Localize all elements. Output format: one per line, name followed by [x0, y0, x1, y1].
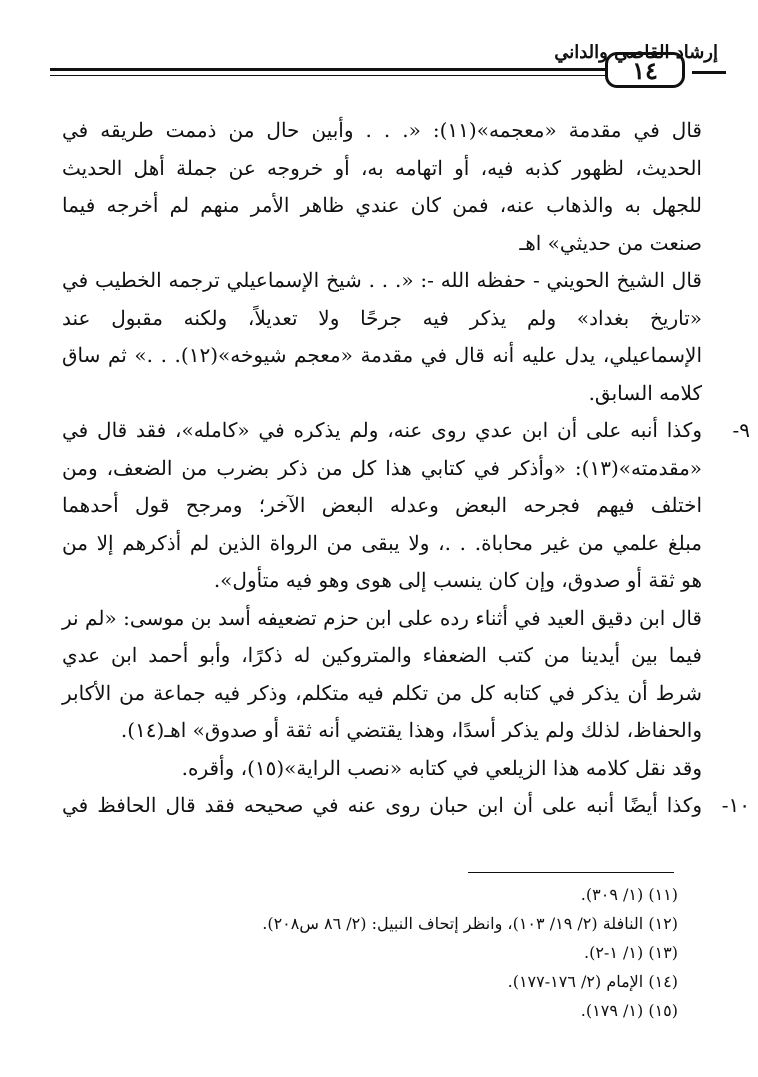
footnote-separator	[468, 872, 674, 873]
text-line	[62, 562, 702, 600]
page-header	[50, 38, 726, 98]
line-text: الإسماعيلي، يدل عليه أنه قال في مقدمة «معجم شيوخه»(١٢). . .» ثم ساق	[62, 343, 702, 367]
text-line	[62, 450, 702, 488]
line-text: هو ثقة أو صدوق، وإن كان ينسب إلى هوى وهو فيه متأول».	[213, 568, 702, 592]
text-line	[62, 187, 702, 225]
line-text: فيما بين أيدينا من كتب الضعفاء والمتروكين له ذكرًا، وأبو أحمد ابن عدي	[62, 643, 702, 667]
text-line	[62, 750, 702, 788]
line-text: والحفاظ، لذلك ولم يذكر أسدًا، وهذا يقتضي أنه ثقة أو صدوق» اهـ(١٤).	[120, 718, 702, 742]
text-line	[62, 412, 750, 450]
line-text: وقد نقل كلامه هذا الزيلعي في كتابه «نصب الراية»(١٥)، وأقره.	[181, 755, 702, 780]
page-number-box	[605, 52, 685, 88]
line-text: مبلغ علمي من غير محاباة. . .، ولا يبقى من الرواة الذين لم أذكرهم إلا من	[62, 530, 702, 555]
text-line	[62, 787, 750, 825]
footnote: (١٤) الإمام (٢/ ١٧٦-١٧٧).	[507, 972, 678, 991]
text-line	[62, 300, 702, 338]
header-rule-right	[692, 71, 726, 74]
main-text	[62, 112, 750, 825]
text-line	[62, 150, 702, 188]
footnote: (١٣) (١/ ١-٢).	[583, 943, 678, 962]
text-line	[62, 637, 702, 675]
line-text: وكذا أنبه على أن ابن عدي روى عنه، ولم يذكره في «كامله»، فقد قال في	[62, 418, 702, 442]
footnote: (١١) (١/ ٣٠٩).	[580, 885, 678, 904]
item-number: ٩-	[732, 418, 750, 442]
line-text: «تاريخ بغداد» ولم يذكر فيه جرحًا ولا تعديلاً، ولكنه مقبول عند	[62, 305, 702, 330]
line-text: للجهل به والذهاب عنه، فمن كان عندي ظاهر الأمر منهم لم أخرجه فيما	[62, 193, 702, 217]
text-line	[62, 375, 702, 413]
text-line	[62, 112, 702, 150]
text-line	[62, 600, 702, 638]
text-line	[62, 225, 702, 263]
line-text: قال ابن دقيق العيد في أثناء رده على ابن حزم تضعيفه أسد بن موسى: «لم نر	[62, 605, 702, 630]
line-text: قال في مقدمة «معجمه»(١١): «. . . وأبين حال من ذممت طريقه في	[62, 118, 702, 142]
line-text: قال الشيخ الحويني - حفظه الله -: «. . . شيخ الإسماعيلي ترجمه الخطيب في	[62, 268, 702, 292]
item-number: ١٠-	[721, 793, 750, 817]
footnote: (١٢) النافلة (٢/ ١٩/ ١٠٣)، وانظر إتحاف النبيل: (٢/ ٨٦ س٢٠٨).	[262, 914, 678, 933]
line-text: كلامه السابق.	[588, 380, 702, 405]
text-line	[62, 675, 702, 713]
text-line	[62, 525, 702, 563]
page-number: ١٤	[632, 55, 658, 85]
footnote: (١٥) (١/ ١٧٩).	[580, 1001, 678, 1020]
footnotes	[62, 880, 678, 1025]
text-line	[62, 487, 702, 525]
line-text: «مقدمته»(١٣): «وأذكر في كتابي هذا كل من ذكر بضرب من الضعف، ومن	[62, 455, 703, 480]
line-text: الحديث، لظهور كذبه فيه، أو اتهامه به، أو خروجه عن جملة أهل الحديث	[62, 155, 702, 180]
header-rule-thin	[50, 75, 605, 76]
text-line	[62, 712, 702, 750]
header-rule-thick	[50, 68, 605, 71]
running-title: إرشاد القاصي والداني	[554, 42, 718, 63]
text-line	[62, 262, 702, 300]
text-line	[62, 337, 702, 375]
line-text: اختلف فيهم فجرحه البعض وعدله البعض الآخر؛ ومرجح قول أحدهما	[62, 493, 702, 517]
line-text: شرط أن يذكر في كتابه كل من تكلم فيه متكلم، وذكر فيه جماعة من الأكابر	[62, 680, 702, 705]
line-text: صنعت من حديثي» اهـ	[519, 230, 702, 255]
line-text: وكذا أيضًا أنبه على أن ابن حبان روى عنه في صحيحه فقد قال الحافظ في	[62, 793, 702, 817]
